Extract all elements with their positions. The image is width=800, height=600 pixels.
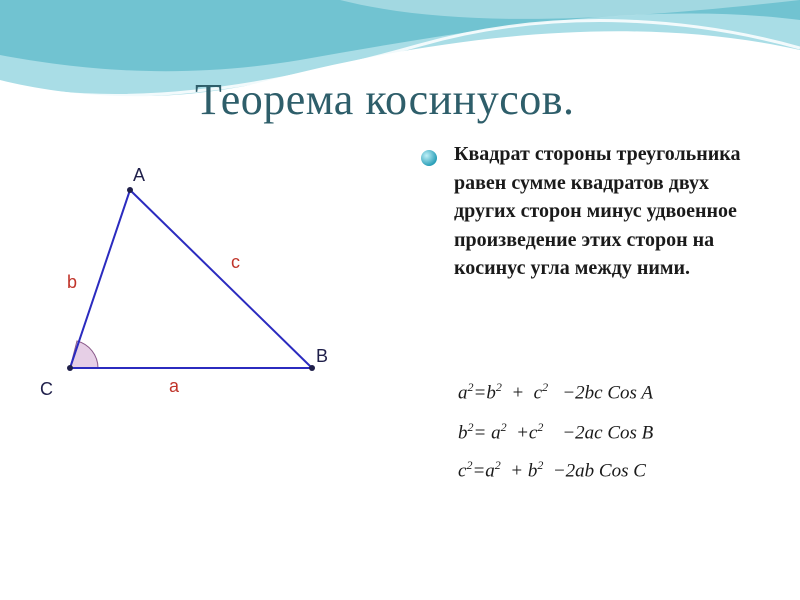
vertex-c-point: [67, 365, 73, 371]
formula-b: $b^2= a^2 +c^2$ −2ac Cos B: [458, 420, 654, 444]
vertex-a-label: A: [133, 165, 146, 185]
slide-title: Теорема косинусов.: [195, 75, 575, 124]
side-c-label: c: [231, 252, 240, 272]
formula-c: $c^2=a^2 + b^2 -2ab$ Cos C: [458, 458, 646, 482]
vertex-b-label: B: [316, 346, 329, 366]
side-b-line: [70, 190, 130, 368]
side-a-label: a: [169, 376, 180, 396]
vertex-b-point: [309, 365, 315, 371]
bullet-circle-icon: [420, 149, 438, 167]
triangle-diagram: [0, 150, 400, 420]
vertex-c-label: C: [40, 379, 53, 399]
theorem-statement: Квадрат стороны треугольника равен сумме квадратов двух других сторон минус удвоенное произведение этих сторон на косинус угла между ними.: [454, 143, 741, 279]
side-b-label: b: [67, 272, 78, 292]
side-c-line: [130, 190, 312, 368]
formula-a: $a^2=b^2 + c^2$ −2bc Cos A: [458, 380, 653, 404]
vertex-a-point: [127, 187, 133, 193]
